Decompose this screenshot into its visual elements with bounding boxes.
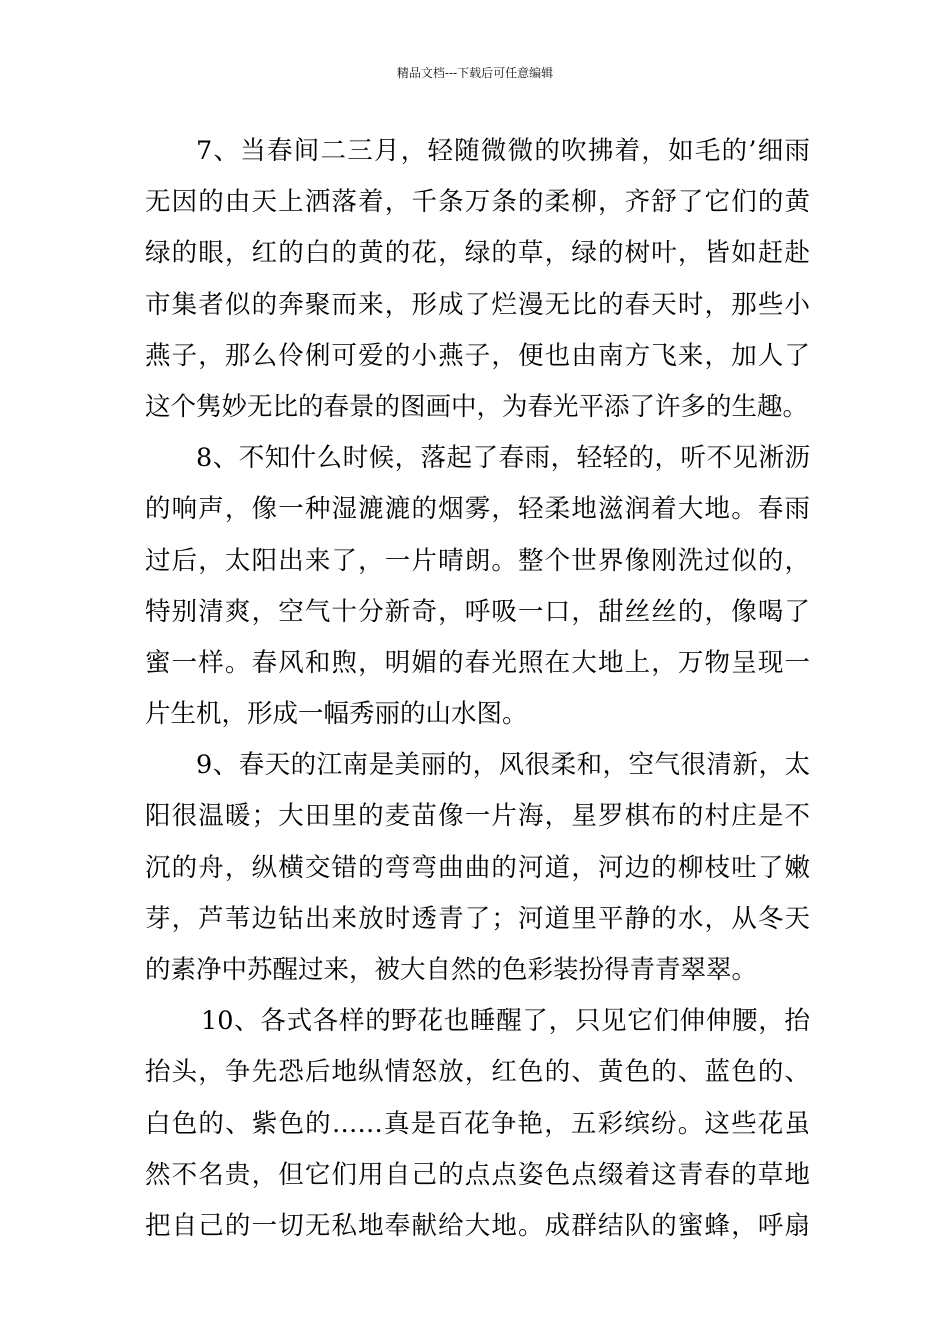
paragraph-10 [145, 996, 810, 1252]
text-line: 特别清爽，空气十分新奇，呼吸一口，甜丝丝的，像喝了 [145, 596, 810, 627]
text-line: 8、不知什么时候，落起了春雨，轻轻的，听不见淅沥 [196, 443, 810, 474]
text-line: 抬头，争先恐后地纵情怒放，红色的、黄色的、蓝色的、 [145, 1057, 810, 1088]
paragraph-9 [145, 740, 810, 996]
text-line: 绿的眼，红的白的黄的花，绿的草，绿的树叶，皆如赶赴 [145, 238, 810, 269]
text-line: 片生机，形成一幅秀丽的山水图。 [145, 699, 528, 730]
text-line: 沉的舟，纵横交错的弯弯曲曲的河道，河边的柳枝吐了嫩 [145, 852, 810, 883]
text-line: 无因的由天上洒落着，千条万条的柔柳，齐舒了它们的黄 [145, 187, 810, 218]
text-line: 9、春天的江南是美丽的，风很柔和，空气很清新，太 [196, 750, 810, 781]
text-line: 市集者似的奔聚而来，形成了烂漫无比的春天时，那些小 [145, 289, 810, 320]
text-line: 10、各式各样的野花也睡醒了，只见它们伸伸腰，抬 [201, 1006, 810, 1037]
text-line: 的响声，像一种湿漉漉的烟雾，轻柔地滋润着大地。春雨 [145, 494, 810, 525]
text-line: 蜜一样。春风和煦，明媚的春光照在大地上，万物呈现一 [145, 647, 810, 678]
text-line: 这个隽妙无比的春景的图画中，为春光平添了许多的生趣。 [145, 391, 809, 422]
page-header: 精品文档---下载后可任意编辑 [396, 66, 554, 80]
document-body [145, 126, 810, 1252]
text-line: 阳很温暖；大田里的麦苗像一片海，星罗棋布的村庄是不 [145, 801, 810, 832]
text-line: 7、当春间二三月，轻随微微的吹拂着，如毛的’细雨 [196, 136, 810, 166]
text-line: 然不名贵，但它们用自己的点点姿色点缀着这青春的草地 [145, 1159, 810, 1190]
text-line: 的素净中苏醒过来，被大自然的色彩装扮得青青翠翠。 [145, 955, 758, 985]
text-line: 芽，芦苇边钻出来放时透青了；河道里平静的水，从冬天 [145, 903, 810, 934]
text-line: 燕子，那么伶俐可爱的小燕子，便也由南方飞来，加人了 [145, 340, 810, 371]
text-line: 把自己的一切无私地奉献给大地。成群结队的蜜蜂，呼扇 [145, 1210, 810, 1241]
paragraph-8 [145, 433, 810, 740]
text-line: 白色的、紫色的……真是百花争艳，五彩缤纷。这些花虽 [145, 1108, 810, 1139]
text-line: 过后，太阳出来了，一片晴朗。整个世界像刚洗过似的， [145, 545, 810, 576]
paragraph-7 [145, 126, 810, 433]
